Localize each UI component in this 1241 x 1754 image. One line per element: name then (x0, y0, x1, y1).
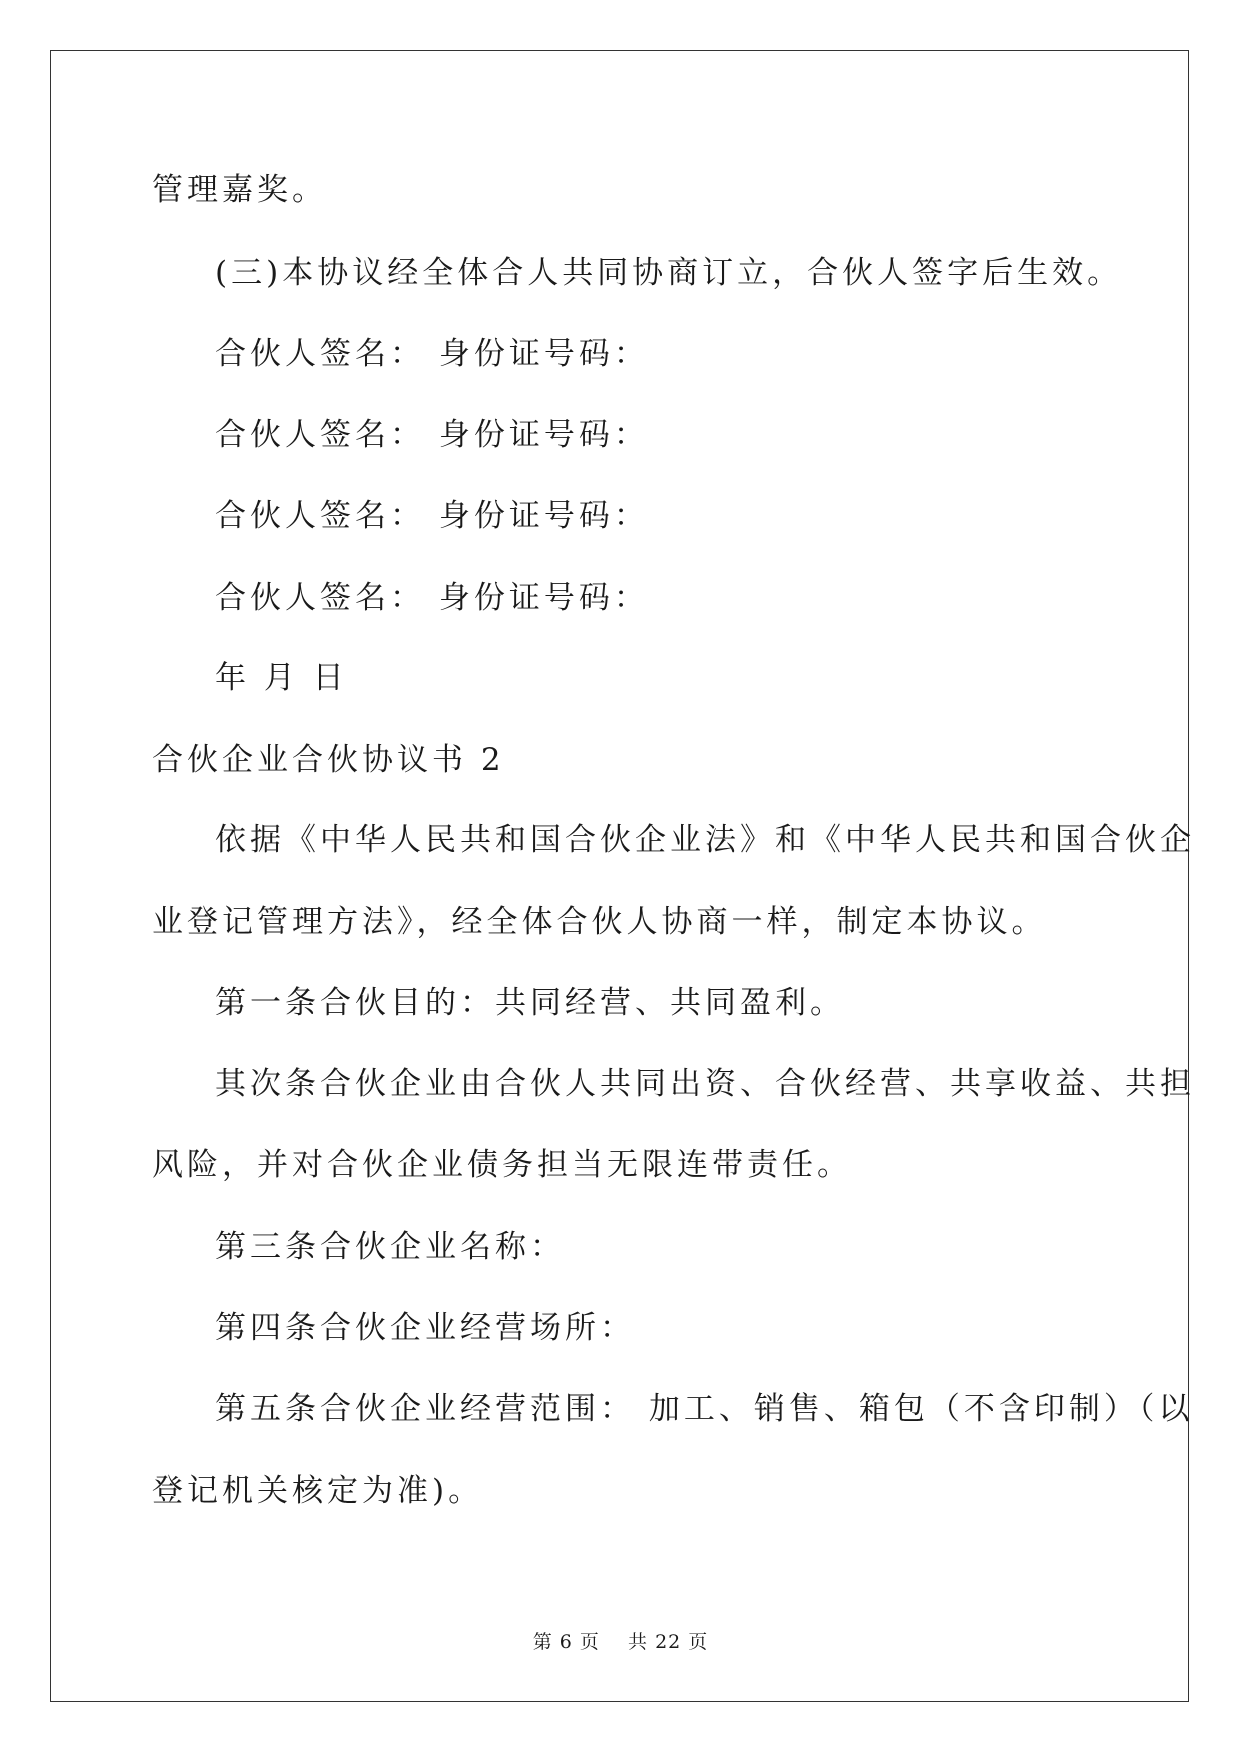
paragraph-line: (三)本协议经全体合人共同协商订立，合伙人签字后生效。 (215, 255, 1123, 291)
signature-line: 合伙人签名： 身份证号码： (215, 336, 649, 372)
section-heading: 合伙企业合伙协议书 2 (152, 742, 505, 778)
paragraph-line: 业登记管理方法》，经全体合伙人协商一样，制定本协议。 (152, 904, 1047, 940)
paragraph-line: 第一条合伙目的：共同经营、共同盈利。 (215, 985, 845, 1021)
paragraph-line: 第三条合伙企业名称： (215, 1229, 565, 1265)
paragraph-line: 管理嘉奖。 (152, 172, 327, 208)
page-number: 第 6 页 共 22 页 (532, 1631, 709, 1653)
signature-line: 合伙人签名： 身份证号码： (215, 580, 649, 616)
paragraph-line: 依据《中华人民共和国合伙企业法》和《中华人民共和国合伙企 (215, 822, 1195, 858)
paragraph-line: 登记机关核定为准)。 (152, 1473, 484, 1509)
signature-line: 合伙人签名： 身份证号码： (215, 417, 649, 453)
page-frame (50, 50, 1189, 1702)
paragraph-line: 其次条合伙企业由合伙人共同出资、合伙经营、共享收益、共担 (215, 1066, 1195, 1102)
paragraph-line: 第五条合伙企业经营范围： 加工、销售、箱包（不含印制）（以 (215, 1391, 1194, 1427)
signature-line: 合伙人签名： 身份证号码： (215, 498, 649, 534)
paragraph-line: 第四条合伙企业经营场所： (215, 1310, 635, 1346)
date-line: 年 月 日 (215, 660, 348, 696)
paragraph-line: 风险，并对合伙企业债务担当无限连带责任。 (152, 1147, 852, 1183)
